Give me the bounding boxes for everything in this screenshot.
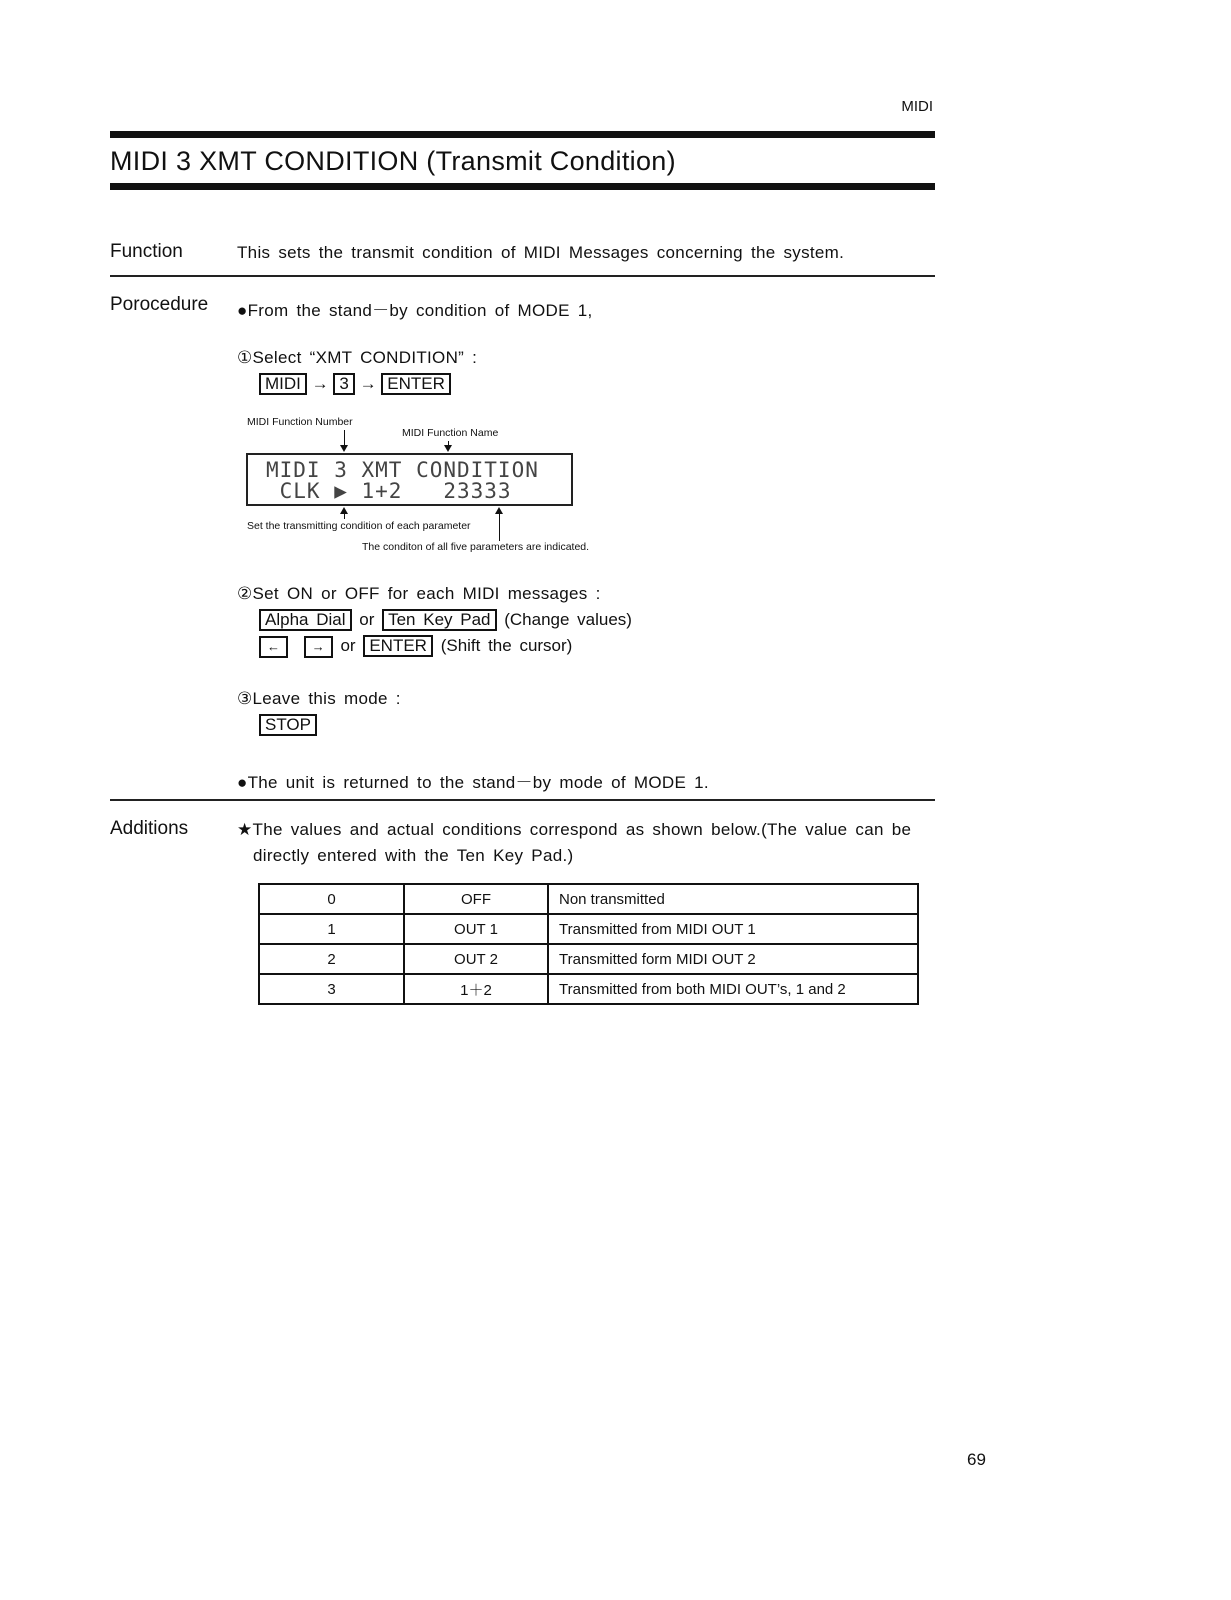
left-arrow-key-icon: ← bbox=[259, 636, 288, 658]
procedure-intro: ●From the stand－by condition of MODE 1, bbox=[237, 301, 593, 320]
table-cell-description: Transmitted form MIDI OUT 2 bbox=[548, 944, 918, 974]
procedure-outro: ●The unit is returned to the stand－by mode of MODE 1. bbox=[237, 773, 709, 792]
arrow-icon: → bbox=[359, 374, 377, 393]
step2-text: ②Set ON or OFF for each MIDI messages : bbox=[237, 584, 601, 603]
table-cell-condition: OUT 1 bbox=[404, 914, 548, 944]
key-enter: ENTER bbox=[363, 635, 433, 657]
table-row bbox=[259, 974, 918, 1004]
step1-text: ①Select “XMT CONDITION” : bbox=[237, 348, 478, 367]
shift-cursor-text: (Shift the cursor) bbox=[440, 636, 573, 655]
values-table bbox=[258, 883, 919, 1005]
table-cell-value: 3 bbox=[259, 974, 404, 1004]
lcd-line-1: MIDI 3 XMT CONDITION bbox=[266, 458, 539, 482]
table-cell-condition: OUT 2 bbox=[404, 944, 548, 974]
right-arrow-key-icon: → bbox=[304, 636, 333, 658]
function-text: This sets the transmit condition of MIDI Messages concerning the system. bbox=[237, 243, 845, 262]
additions-label: Additions bbox=[110, 818, 189, 839]
step3-keys bbox=[259, 714, 317, 736]
running-header: MIDI bbox=[901, 98, 933, 115]
lcd-display bbox=[246, 453, 573, 506]
arrow-up-icon bbox=[499, 513, 500, 541]
additions-text-1: ★The values and actual conditions correspond as shown below.(The value can be bbox=[237, 820, 912, 839]
step1-keys bbox=[259, 373, 451, 395]
title-rule bbox=[110, 183, 935, 190]
step2-change-line bbox=[259, 609, 632, 631]
label-function-number: MIDI Function Number bbox=[247, 416, 353, 428]
page-title: MIDI 3 XMT CONDITION (Transmit Condition) bbox=[110, 146, 676, 176]
arrowhead-down-icon bbox=[444, 445, 452, 452]
page-number: 69 bbox=[967, 1450, 986, 1469]
table-row bbox=[259, 914, 918, 944]
function-label: Function bbox=[110, 241, 183, 262]
arrow-up-icon bbox=[344, 513, 345, 519]
procedure-divider bbox=[110, 799, 935, 801]
table-cell-description: Non transmitted bbox=[548, 884, 918, 914]
label-set-condition: Set the transmitting condition of each parameter bbox=[247, 520, 471, 532]
lcd-line-2: CLK ▶ 1+2 23333 bbox=[266, 479, 512, 503]
table-row bbox=[259, 884, 918, 914]
or-text: or bbox=[359, 610, 375, 629]
table-cell-condition: OFF bbox=[404, 884, 548, 914]
change-values-text: (Change values) bbox=[504, 610, 632, 629]
key-3: 3 bbox=[333, 373, 354, 395]
table-cell-value: 2 bbox=[259, 944, 404, 974]
key-stop: STOP bbox=[259, 714, 317, 736]
additions-text-2: directly entered with the Ten Key Pad.) bbox=[253, 846, 574, 865]
table-cell-value: 1 bbox=[259, 914, 404, 944]
table-cell-condition: 1＋2 bbox=[404, 974, 548, 1004]
step3-text: ③Leave this mode : bbox=[237, 689, 401, 708]
arrow-icon: → bbox=[311, 374, 329, 393]
key-alpha-dial: Alpha Dial bbox=[259, 609, 352, 631]
label-all-conditions: The conditon of all five parameters are indicated. bbox=[362, 541, 590, 553]
table-cell-description: Transmitted from both MIDI OUT’s, 1 and 2 bbox=[548, 974, 918, 1004]
arrowhead-down-icon bbox=[340, 445, 348, 452]
step2-shift-line bbox=[259, 635, 572, 658]
key-enter: ENTER bbox=[381, 373, 451, 395]
table-cell-value: 0 bbox=[259, 884, 404, 914]
key-midi: MIDI bbox=[259, 373, 307, 395]
key-ten-key-pad: Ten Key Pad bbox=[382, 609, 496, 631]
procedure-label: Porocedure bbox=[110, 294, 209, 315]
table-cell-description: Transmitted from MIDI OUT 1 bbox=[548, 914, 918, 944]
top-rule bbox=[110, 131, 935, 138]
or-text: or bbox=[340, 636, 356, 655]
function-divider bbox=[110, 275, 935, 277]
label-function-name: MIDI Function Name bbox=[402, 427, 499, 439]
table-row bbox=[259, 944, 918, 974]
